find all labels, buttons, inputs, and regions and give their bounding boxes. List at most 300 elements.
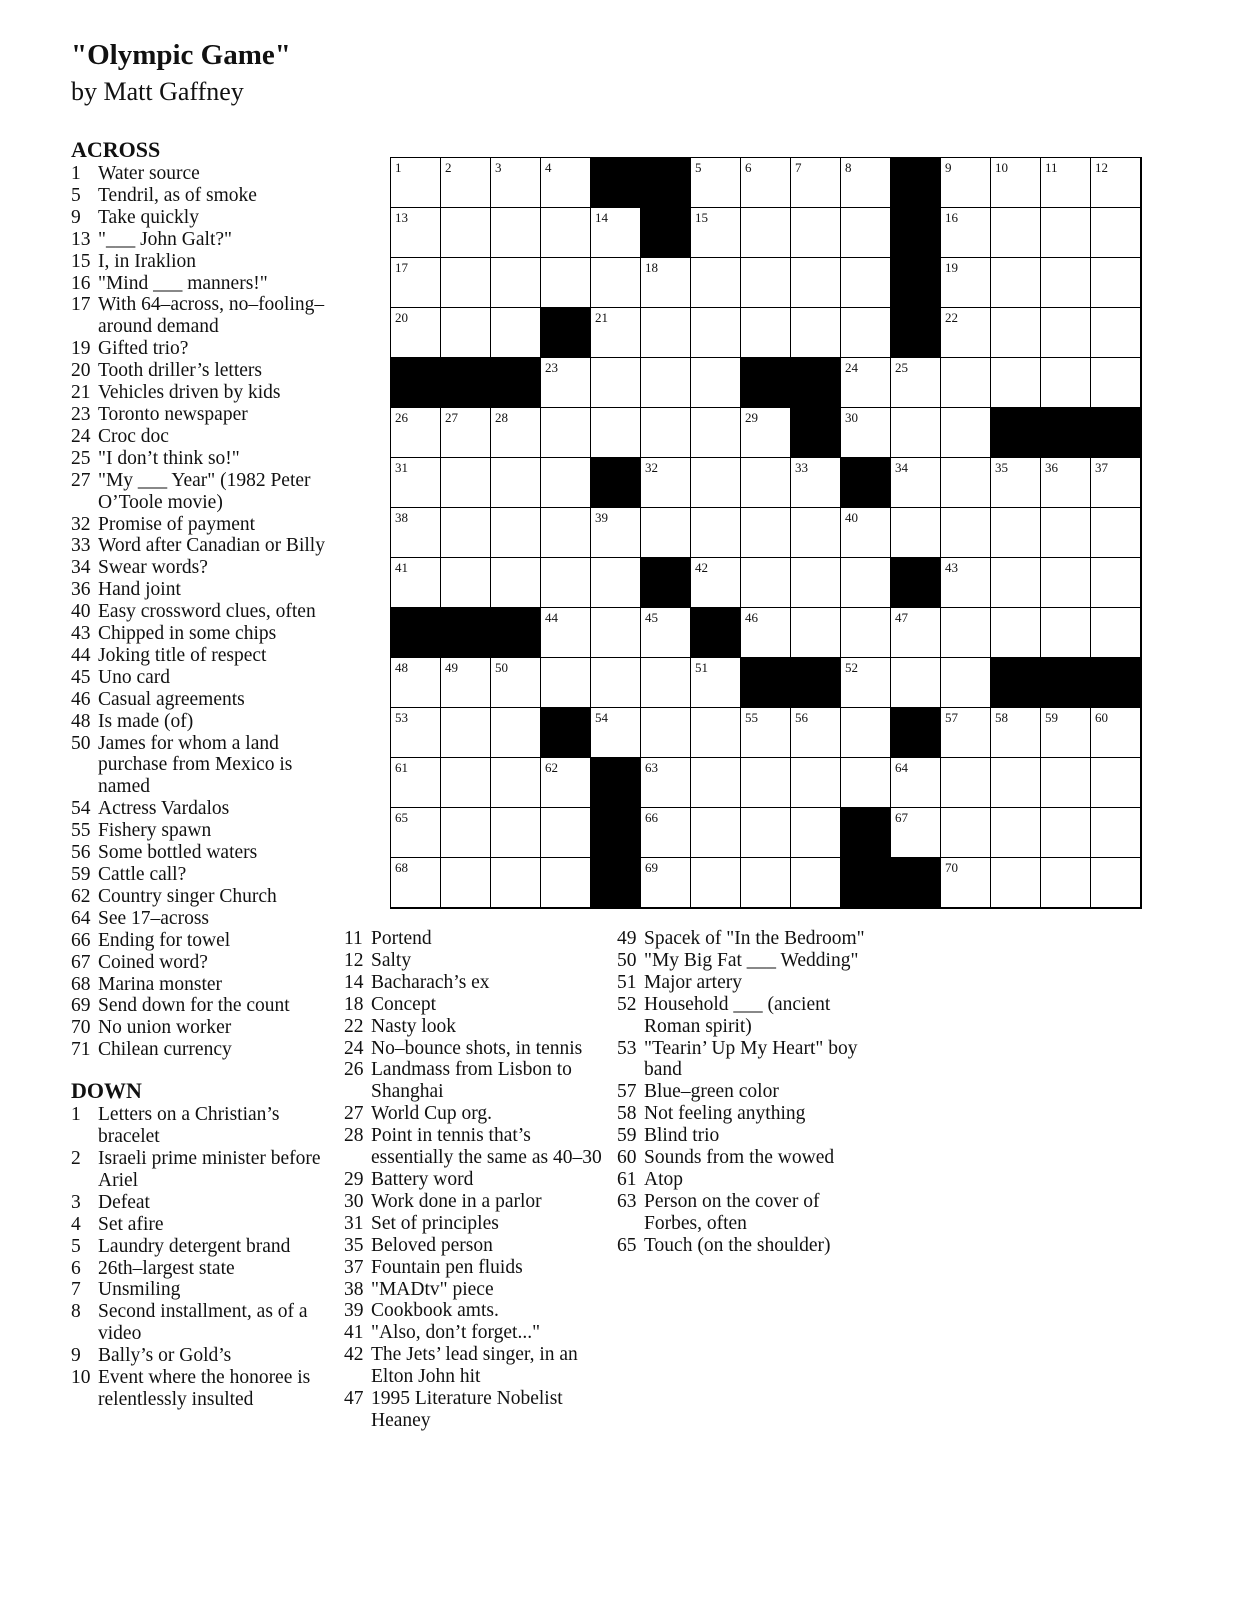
crossword-grid bbox=[390, 157, 1142, 909]
grid-cell[interactable] bbox=[1040, 257, 1090, 307]
grid-cell[interactable] bbox=[990, 857, 1040, 907]
black-square bbox=[640, 157, 690, 207]
black-square bbox=[640, 207, 690, 257]
clue-text: "My Big Fat ___ Wedding" bbox=[644, 949, 859, 971]
grid-cell[interactable] bbox=[640, 657, 690, 707]
grid-cell[interactable] bbox=[840, 507, 890, 557]
grid-cell[interactable] bbox=[390, 807, 440, 857]
clue-number: 25 bbox=[71, 447, 91, 469]
grid-cell[interactable] bbox=[840, 357, 890, 407]
grid-cell[interactable] bbox=[940, 207, 990, 257]
grid-cell[interactable] bbox=[690, 807, 740, 857]
grid-cell[interactable] bbox=[890, 507, 940, 557]
down-clue bbox=[344, 1344, 606, 1388]
grid-cell[interactable] bbox=[640, 457, 690, 507]
grid-cell[interactable] bbox=[690, 657, 740, 707]
clue-text: Hand joint bbox=[98, 579, 181, 601]
clue-text: Defeat bbox=[98, 1191, 150, 1213]
down-clue bbox=[344, 1038, 606, 1060]
grid-cell[interactable] bbox=[740, 257, 790, 307]
grid-cell[interactable] bbox=[590, 657, 640, 707]
clue-number: 27 bbox=[344, 1103, 364, 1125]
grid-cell[interactable] bbox=[590, 557, 640, 607]
grid-cell[interactable] bbox=[640, 507, 690, 557]
grid-cell[interactable] bbox=[1090, 457, 1140, 507]
grid-cell[interactable] bbox=[440, 507, 490, 557]
cell-number: 41 bbox=[395, 560, 408, 575]
across-clue bbox=[71, 426, 336, 448]
clue-text: Bacharach’s ex bbox=[371, 971, 490, 993]
down-clue bbox=[617, 928, 879, 950]
grid-cell[interactable] bbox=[1090, 507, 1140, 557]
clue-text: Chilean currency bbox=[98, 1039, 232, 1061]
across-clue bbox=[71, 470, 336, 514]
grid-cell[interactable] bbox=[490, 257, 540, 307]
clue-number: 59 bbox=[617, 1125, 637, 1147]
grid-cell[interactable] bbox=[540, 657, 590, 707]
grid-cell[interactable] bbox=[990, 157, 1040, 207]
grid-cell[interactable] bbox=[1040, 357, 1090, 407]
grid-cell[interactable] bbox=[490, 657, 540, 707]
clue-text: "___ John Galt?" bbox=[98, 228, 232, 250]
grid-cell[interactable] bbox=[740, 507, 790, 557]
grid-cell[interactable] bbox=[740, 207, 790, 257]
grid-cell[interactable] bbox=[440, 857, 490, 907]
clue-text: With 64–across, no–fooling–around demand bbox=[98, 294, 325, 338]
grid-cell[interactable] bbox=[740, 407, 790, 457]
grid-cell[interactable] bbox=[890, 807, 940, 857]
clue-number: 60 bbox=[617, 1147, 637, 1169]
clue-text: Person on the cover of Forbes, often bbox=[644, 1190, 820, 1234]
grid-cell[interactable] bbox=[440, 807, 490, 857]
grid-cell[interactable] bbox=[790, 807, 840, 857]
grid-cell[interactable] bbox=[440, 207, 490, 257]
grid-cell[interactable] bbox=[390, 857, 440, 907]
grid-cell[interactable] bbox=[940, 357, 990, 407]
black-square bbox=[990, 657, 1040, 707]
grid-cell[interactable] bbox=[490, 857, 540, 907]
grid-cell[interactable] bbox=[540, 807, 590, 857]
grid-cell[interactable] bbox=[640, 707, 690, 757]
clue-column-2 bbox=[344, 928, 606, 1432]
grid-cell[interactable] bbox=[440, 157, 490, 207]
cell-number: 43 bbox=[945, 560, 958, 575]
grid-cell[interactable] bbox=[490, 707, 540, 757]
across-clue bbox=[71, 995, 336, 1017]
clue-number: 49 bbox=[617, 928, 637, 949]
clue-number: 36 bbox=[71, 579, 91, 601]
grid-cell[interactable] bbox=[740, 307, 790, 357]
grid-cell[interactable] bbox=[940, 457, 990, 507]
clue-text: Water source bbox=[98, 163, 200, 184]
grid-cell[interactable] bbox=[390, 757, 440, 807]
grid-cell[interactable] bbox=[940, 857, 990, 907]
cell-number: 40 bbox=[845, 510, 858, 525]
grid-cell[interactable] bbox=[440, 557, 490, 607]
grid-cell[interactable] bbox=[490, 457, 540, 507]
clue-number: 35 bbox=[344, 1234, 364, 1256]
grid-cell[interactable] bbox=[990, 807, 1040, 857]
grid-cell[interactable] bbox=[790, 207, 840, 257]
grid-cell[interactable] bbox=[1040, 307, 1090, 357]
grid-cell[interactable] bbox=[690, 207, 740, 257]
grid-cell[interactable] bbox=[940, 557, 990, 607]
cell-number: 34 bbox=[895, 460, 908, 475]
grid-cell[interactable] bbox=[1090, 607, 1140, 657]
clue-number: 5 bbox=[71, 184, 81, 206]
grid-cell[interactable] bbox=[1040, 807, 1090, 857]
clue-number: 65 bbox=[617, 1234, 637, 1256]
across-clue bbox=[71, 645, 336, 667]
grid-cell[interactable] bbox=[1040, 207, 1090, 257]
grid-cell[interactable] bbox=[790, 857, 840, 907]
grid-cell[interactable] bbox=[940, 507, 990, 557]
grid-cell[interactable] bbox=[590, 607, 640, 657]
grid-cell[interactable] bbox=[740, 707, 790, 757]
grid-cell[interactable] bbox=[940, 657, 990, 707]
clue-number: 45 bbox=[71, 666, 91, 688]
grid-cell[interactable] bbox=[790, 557, 840, 607]
grid-cell[interactable] bbox=[840, 157, 890, 207]
grid-cell[interactable] bbox=[590, 257, 640, 307]
down-clue bbox=[617, 1103, 879, 1125]
clue-text: Fishery spawn bbox=[98, 820, 212, 842]
grid-cell[interactable] bbox=[490, 757, 540, 807]
grid-cell[interactable] bbox=[790, 257, 840, 307]
grid-cell[interactable] bbox=[490, 557, 540, 607]
down-clue bbox=[71, 1258, 336, 1280]
grid-cell[interactable] bbox=[940, 807, 990, 857]
grid-cell[interactable] bbox=[690, 407, 740, 457]
cell-number: 39 bbox=[595, 510, 608, 525]
cell-number: 62 bbox=[545, 760, 558, 775]
grid-cell[interactable] bbox=[990, 207, 1040, 257]
grid-cell[interactable] bbox=[690, 307, 740, 357]
cell-number: 48 bbox=[395, 660, 408, 675]
grid-cell[interactable] bbox=[940, 407, 990, 457]
grid-cell[interactable] bbox=[640, 357, 690, 407]
grid-cell[interactable] bbox=[990, 557, 1040, 607]
grid-cell[interactable] bbox=[640, 757, 690, 807]
grid-cell[interactable] bbox=[390, 457, 440, 507]
cell-number: 67 bbox=[895, 810, 908, 825]
grid-cell[interactable] bbox=[790, 607, 840, 657]
clue-number: 3 bbox=[71, 1191, 81, 1213]
grid-cell[interactable] bbox=[890, 607, 940, 657]
cell-number: 70 bbox=[945, 860, 958, 875]
grid-cell[interactable] bbox=[690, 557, 740, 607]
clue-number: 66 bbox=[71, 929, 91, 951]
across-clue bbox=[71, 514, 336, 536]
grid-cell[interactable] bbox=[1040, 857, 1090, 907]
grid-cell[interactable] bbox=[990, 457, 1040, 507]
cell-number: 65 bbox=[395, 810, 408, 825]
grid-cell[interactable] bbox=[1090, 357, 1140, 407]
grid-cell[interactable] bbox=[840, 207, 890, 257]
grid-cell[interactable] bbox=[490, 207, 540, 257]
across-clue bbox=[71, 338, 336, 360]
grid-cell[interactable] bbox=[990, 507, 1040, 557]
black-square bbox=[540, 307, 590, 357]
across-clue bbox=[71, 842, 336, 864]
down-clue-list bbox=[344, 928, 606, 1432]
down-clue bbox=[344, 972, 606, 994]
black-square bbox=[490, 607, 540, 657]
grid-cell[interactable] bbox=[940, 307, 990, 357]
grid-cell[interactable] bbox=[540, 757, 590, 807]
grid-cell[interactable] bbox=[740, 757, 790, 807]
grid-cell[interactable] bbox=[540, 407, 590, 457]
grid-cell[interactable] bbox=[640, 407, 690, 457]
cell-number: 50 bbox=[495, 660, 508, 675]
across-clue bbox=[71, 864, 336, 886]
grid-cell[interactable] bbox=[440, 657, 490, 707]
clue-number: 10 bbox=[71, 1367, 91, 1389]
grid-cell[interactable] bbox=[490, 507, 540, 557]
grid-cell[interactable] bbox=[940, 607, 990, 657]
grid-cell[interactable] bbox=[840, 657, 890, 707]
clue-text: Take quickly bbox=[98, 206, 199, 228]
black-square bbox=[990, 407, 1040, 457]
grid-cell[interactable] bbox=[840, 607, 890, 657]
black-square bbox=[640, 557, 690, 607]
clue-number: 70 bbox=[71, 1017, 91, 1039]
puzzle-byline: by Matt Gaffney bbox=[71, 77, 244, 106]
grid-cell[interactable] bbox=[590, 407, 640, 457]
grid-cell[interactable] bbox=[1090, 857, 1140, 907]
grid-cell[interactable] bbox=[590, 707, 640, 757]
black-square bbox=[890, 557, 940, 607]
across-clue bbox=[71, 798, 336, 820]
clue-number: 56 bbox=[71, 842, 91, 864]
grid-cell[interactable] bbox=[1040, 707, 1090, 757]
grid-cell[interactable] bbox=[1090, 807, 1140, 857]
grid-cell[interactable] bbox=[640, 307, 690, 357]
grid-cell[interactable] bbox=[640, 607, 690, 657]
down-clue bbox=[71, 1345, 336, 1367]
grid-cell[interactable] bbox=[640, 807, 690, 857]
across-heading: ACROSS bbox=[71, 137, 161, 162]
clue-text: Some bottled waters bbox=[98, 842, 258, 864]
clue-number: 15 bbox=[71, 250, 91, 272]
clue-column-3 bbox=[617, 928, 879, 1257]
grid-cell[interactable] bbox=[990, 257, 1040, 307]
grid-cell[interactable] bbox=[540, 507, 590, 557]
grid-cell[interactable] bbox=[840, 707, 890, 757]
grid-cell[interactable] bbox=[590, 507, 640, 557]
grid-cell[interactable] bbox=[390, 507, 440, 557]
grid-cell[interactable] bbox=[740, 857, 790, 907]
clue-text: Landmass from Lisbon to Shanghai bbox=[371, 1059, 572, 1103]
grid-cell[interactable] bbox=[990, 307, 1040, 357]
across-clue bbox=[71, 689, 336, 711]
clue-text: Salty bbox=[371, 949, 412, 971]
grid-cell[interactable] bbox=[790, 707, 840, 757]
grid-cell[interactable] bbox=[590, 307, 640, 357]
grid-cell[interactable] bbox=[590, 357, 640, 407]
grid-cell[interactable] bbox=[1090, 207, 1140, 257]
grid-cell[interactable] bbox=[440, 757, 490, 807]
black-square bbox=[1040, 657, 1090, 707]
grid-cell[interactable] bbox=[740, 557, 790, 607]
grid-cell[interactable] bbox=[590, 207, 640, 257]
grid-cell[interactable] bbox=[840, 407, 890, 457]
cell-number: 37 bbox=[1095, 460, 1108, 475]
grid-cell[interactable] bbox=[1090, 557, 1140, 607]
grid-cell[interactable] bbox=[390, 407, 440, 457]
cell-number: 5 bbox=[695, 160, 702, 175]
grid-cell[interactable] bbox=[740, 607, 790, 657]
clue-number: 38 bbox=[344, 1278, 364, 1300]
grid-cell[interactable] bbox=[790, 157, 840, 207]
clue-text: Concept bbox=[371, 993, 436, 1015]
cell-number: 11 bbox=[1045, 160, 1058, 175]
grid-cell[interactable] bbox=[990, 707, 1040, 757]
black-square bbox=[1090, 407, 1140, 457]
black-square bbox=[590, 457, 640, 507]
grid-cell[interactable] bbox=[690, 857, 740, 907]
grid-cell[interactable] bbox=[440, 707, 490, 757]
grid-cell[interactable] bbox=[790, 457, 840, 507]
clue-number: 50 bbox=[71, 732, 91, 754]
grid-cell[interactable] bbox=[390, 557, 440, 607]
grid-cell[interactable] bbox=[390, 207, 440, 257]
down-clue bbox=[617, 1038, 879, 1082]
grid-cell[interactable] bbox=[1040, 607, 1090, 657]
clue-text: Blind trio bbox=[644, 1125, 720, 1147]
grid-cell[interactable] bbox=[790, 757, 840, 807]
grid-cell[interactable] bbox=[940, 157, 990, 207]
grid-cell[interactable] bbox=[390, 307, 440, 357]
grid-cell[interactable] bbox=[690, 157, 740, 207]
grid-cell[interactable] bbox=[890, 357, 940, 407]
grid-cell[interactable] bbox=[690, 457, 740, 507]
grid-cell[interactable] bbox=[490, 157, 540, 207]
grid-cell[interactable] bbox=[490, 407, 540, 457]
grid-cell[interactable] bbox=[640, 857, 690, 907]
grid-cell[interactable] bbox=[1090, 257, 1140, 307]
grid-cell[interactable] bbox=[1090, 757, 1140, 807]
grid-cell[interactable] bbox=[890, 757, 940, 807]
grid-cell[interactable] bbox=[890, 457, 940, 507]
grid-cell[interactable] bbox=[690, 757, 740, 807]
clue-text: I, in Iraklion bbox=[98, 250, 197, 272]
grid-cell[interactable] bbox=[540, 607, 590, 657]
grid-cell[interactable] bbox=[490, 307, 540, 357]
clue-number: 61 bbox=[617, 1168, 637, 1190]
clue-number: 7 bbox=[71, 1279, 81, 1301]
grid-cell[interactable] bbox=[1090, 307, 1140, 357]
grid-cell[interactable] bbox=[740, 157, 790, 207]
grid-cell[interactable] bbox=[390, 707, 440, 757]
grid-cell[interactable] bbox=[540, 357, 590, 407]
cell-number: 61 bbox=[395, 760, 408, 775]
clue-text: Unsmiling bbox=[98, 1279, 181, 1301]
grid-cell[interactable] bbox=[790, 307, 840, 357]
grid-cell[interactable] bbox=[840, 557, 890, 607]
clue-text: Joking title of respect bbox=[98, 644, 267, 666]
down-clue bbox=[71, 1214, 336, 1236]
grid-cell[interactable] bbox=[440, 407, 490, 457]
black-square bbox=[440, 607, 490, 657]
grid-cell[interactable] bbox=[1090, 157, 1140, 207]
clue-number: 55 bbox=[71, 820, 91, 842]
grid-cell[interactable] bbox=[840, 257, 890, 307]
grid-cell[interactable] bbox=[540, 557, 590, 607]
grid-cell[interactable] bbox=[690, 357, 740, 407]
grid-cell[interactable] bbox=[1090, 707, 1140, 757]
clue-number: 13 bbox=[71, 228, 91, 250]
across-clue bbox=[71, 579, 336, 601]
clue-text: Household ___ (ancient Roman spirit) bbox=[644, 993, 831, 1037]
grid-cell[interactable] bbox=[1040, 457, 1090, 507]
grid-cell[interactable] bbox=[990, 757, 1040, 807]
grid-cell[interactable] bbox=[990, 607, 1040, 657]
grid-cell[interactable] bbox=[890, 407, 940, 457]
grid-cell[interactable] bbox=[1040, 757, 1090, 807]
grid-cell[interactable] bbox=[840, 307, 890, 357]
grid-cell[interactable] bbox=[1040, 507, 1090, 557]
clue-text: Is made (of) bbox=[98, 710, 194, 732]
clue-number: 46 bbox=[71, 688, 91, 710]
clue-number: 57 bbox=[617, 1081, 637, 1103]
clue-text: James for whom a land purchase from Mexico is named bbox=[98, 732, 293, 798]
grid-cell[interactable] bbox=[990, 357, 1040, 407]
clue-text: Ending for towel bbox=[98, 929, 231, 951]
grid-cell[interactable] bbox=[490, 807, 540, 857]
across-clue bbox=[71, 623, 336, 645]
across-clue bbox=[71, 448, 336, 470]
grid-cell[interactable] bbox=[940, 257, 990, 307]
grid-cell[interactable] bbox=[440, 457, 490, 507]
grid-cell[interactable] bbox=[540, 207, 590, 257]
cell-number: 4 bbox=[545, 160, 552, 175]
grid-cell[interactable] bbox=[390, 257, 440, 307]
grid-cell[interactable] bbox=[840, 757, 890, 807]
grid-cell[interactable] bbox=[1040, 557, 1090, 607]
across-clue bbox=[71, 733, 336, 799]
across-clue bbox=[71, 667, 336, 689]
grid-cell[interactable] bbox=[890, 657, 940, 707]
grid-cell[interactable] bbox=[540, 257, 590, 307]
clue-text: "Also, don’t forget..." bbox=[371, 1322, 541, 1344]
grid-cell[interactable] bbox=[540, 457, 590, 507]
grid-cell[interactable] bbox=[440, 257, 490, 307]
grid-cell[interactable] bbox=[1040, 157, 1090, 207]
grid-cell[interactable] bbox=[540, 857, 590, 907]
grid-cell[interactable] bbox=[690, 507, 740, 557]
grid-cell[interactable] bbox=[390, 657, 440, 707]
grid-cell[interactable] bbox=[390, 157, 440, 207]
black-square bbox=[590, 157, 640, 207]
grid-cell[interactable] bbox=[740, 807, 790, 857]
clue-number: 9 bbox=[71, 1345, 81, 1367]
grid-cell[interactable] bbox=[690, 707, 740, 757]
grid-cell[interactable] bbox=[740, 457, 790, 507]
grid-cell[interactable] bbox=[640, 257, 690, 307]
grid-cell[interactable] bbox=[540, 157, 590, 207]
grid-cell[interactable] bbox=[690, 257, 740, 307]
grid-cell[interactable] bbox=[790, 507, 840, 557]
cell-number: 19 bbox=[945, 260, 958, 275]
down-clue bbox=[617, 1125, 879, 1147]
across-clue bbox=[71, 557, 336, 579]
clue-number: 34 bbox=[71, 557, 91, 579]
grid-cell[interactable] bbox=[940, 757, 990, 807]
grid-cell[interactable] bbox=[940, 707, 990, 757]
grid-cell[interactable] bbox=[440, 307, 490, 357]
clue-text: Touch (on the shoulder) bbox=[644, 1234, 831, 1256]
